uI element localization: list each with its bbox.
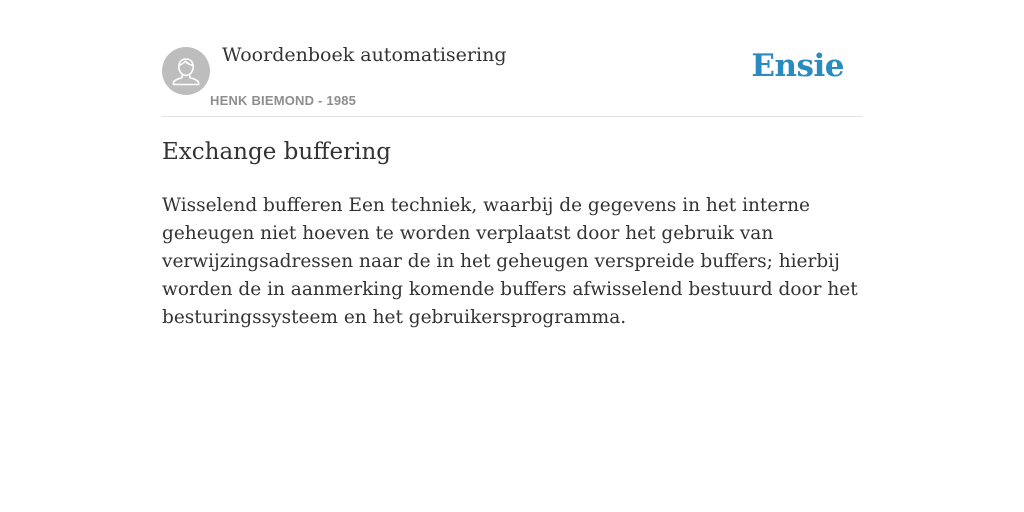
author-line[interactable]: HENK BIEMOND - 1985 xyxy=(210,93,357,108)
entry-header xyxy=(162,0,862,117)
ensie-logo[interactable]: Ensie xyxy=(751,48,844,84)
user-silhouette-icon xyxy=(162,47,210,95)
entry-card xyxy=(162,0,862,328)
source-title[interactable]: Woordenboek automatisering xyxy=(222,44,507,66)
entry-definition: Wisselend bufferen Een techniek, waarbij de gegevens in het interne geheugen niet hoeven te worden verplaatst door het gebruik van verwijzingsadressen naar de in het geheugen verspreide buffers; hierbij worden de in aanmerking komende buffers afwisselend bestuurd door het besturingssysteem en het gebruikersprogramma. xyxy=(162,195,858,328)
author-avatar[interactable] xyxy=(162,47,210,95)
entry-title: Exchange buffering xyxy=(162,139,392,165)
